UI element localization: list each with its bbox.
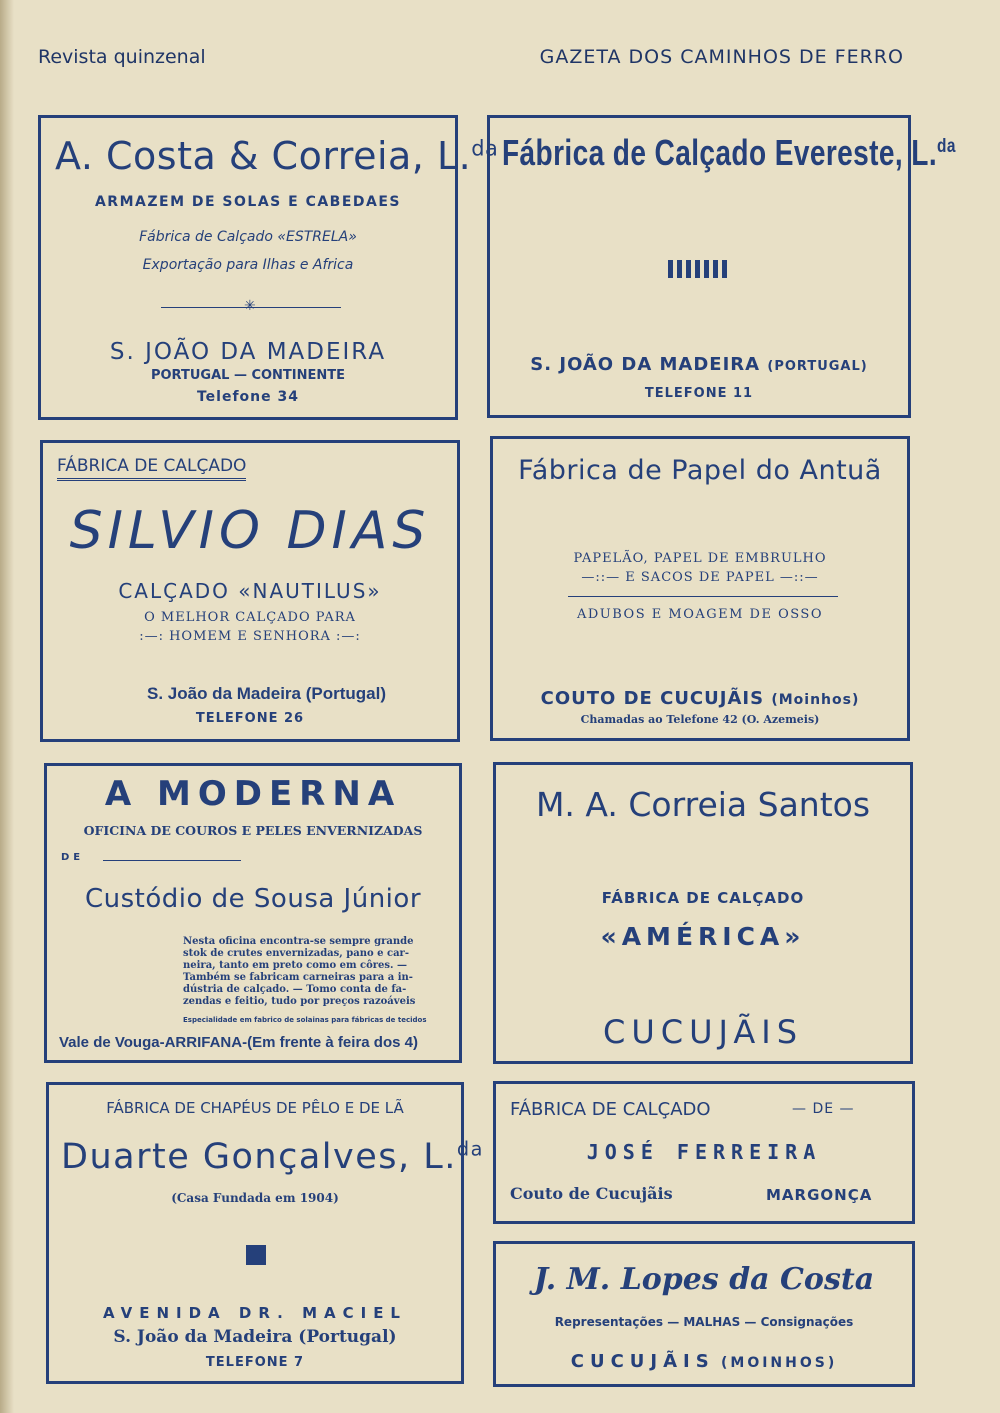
ad-line: ARMAZEM DE SOLAS E CABEDAES: [94, 194, 402, 210]
ad-city: S. JOÃO DA MADEIRA (PORTUGAL): [530, 354, 868, 375]
ad-lopes-da-costa: [493, 1241, 915, 1387]
ad-phone: Telefone 34: [196, 389, 299, 405]
ad-city: CUCUJÃIS: [602, 1013, 804, 1051]
page-edge: [0, 0, 14, 1413]
ad-de: DE: [61, 852, 85, 863]
ad-subtitle: OFICINA DE COUROS E PELES ENVERNIZADAS: [83, 823, 423, 838]
running-header-left: Revista quinzenal: [38, 46, 206, 68]
ad-phone: Chamadas ao Telefone 42 (O. Azemeis): [580, 713, 820, 726]
divider: [103, 860, 241, 861]
ad-costa-correia: [38, 115, 499, 420]
ad-a-moderna: [44, 763, 462, 1063]
ad-phone: TELEFONE 7: [205, 1355, 305, 1370]
ad-brand: CALÇADO «NAUTILUS»: [118, 579, 382, 603]
ad-city: S. João da Madeira (Portugal): [147, 684, 387, 703]
ad-kicker: FÁBRICA DE CHAPÉUS DE PÊLO E DE LÃ: [106, 1099, 404, 1117]
ad-kicker: FÁBRICA DE CALÇADO: [57, 456, 246, 481]
ad-title: A. Costa & Correia, L.$^{da}$: [55, 134, 499, 178]
ad-title: J. M. Lopes da Costa: [533, 1262, 875, 1297]
ad-place: COUTO DE CUCUJÃIS (Moinhos): [540, 688, 860, 709]
ad-papel-antua: [490, 436, 910, 741]
ad-line: —::— E SACOS DE PAPEL —::—: [581, 570, 819, 585]
ad-de: — DE —: [792, 1101, 855, 1117]
ad-address: Vale de Vouga-ARRIFANA-(Em frente à feira dos 4): [59, 1034, 418, 1051]
ad-line: O MELHOR CALÇADO PARA: [144, 610, 356, 625]
ad-line: :—: HOMEM E SENHORA :—:: [139, 629, 361, 644]
ad-title: M. A. Correia Santos: [535, 785, 871, 824]
ad-title: Fábrica de Calçado Evereste, L.$^{da}$: [502, 132, 956, 173]
ad-place: Couto de Cucujãis: [510, 1184, 673, 1203]
ad-city: CUCUJÃIS (MOINHOS): [570, 1351, 838, 1372]
ad-line: PAPELÃO, PAPEL DE EMBRULHO: [573, 551, 827, 566]
ad-street: AVENIDA DR. MACIEL: [103, 1304, 407, 1322]
ad-phone: TELEFONE 11: [644, 386, 754, 401]
ad-city: S. João da Madeira (Portugal): [113, 1327, 397, 1347]
ad-title: JOSÉ FERREIRA: [586, 1140, 822, 1164]
ad-jose-ferreira: [493, 1081, 915, 1224]
ad-body-3: Também se fabricam carneiras para a in-: [183, 972, 413, 983]
ad-body-5: zendas e feitio, tudo por preços razoáveis: [183, 996, 416, 1007]
ad-line: ADUBOS E MOAGEM DE OSSO: [577, 607, 823, 622]
ad-founded: (Casa Fundada em 1904): [171, 1191, 339, 1205]
ad-silvio-dias: [40, 440, 460, 742]
running-header-right: GAZETA DOS CAMINHOS DE FERRO: [539, 46, 904, 68]
ornament-bars-icon: [668, 260, 730, 278]
ad-services: Representações — MALHAS — Consignações: [554, 1315, 854, 1329]
ad-kicker: FÁBRICA DE CALÇADO: [601, 889, 805, 907]
ad-kicker: FÁBRICA DE CALÇADO: [510, 1099, 711, 1120]
ad-brand: «AMÉRICA»: [600, 922, 806, 951]
ad-title: SILVIO DIAS: [69, 501, 431, 561]
ad-duarte-goncalves: [46, 1082, 484, 1384]
ad-body-4: dústria de calçado. — Tomo conta de fa-: [183, 984, 407, 995]
ad-phone: TELEFONE 26: [195, 711, 305, 726]
ad-body-0: Nesta oficina encontra-se sempre grande: [183, 936, 414, 947]
ornament-square-icon: [246, 1245, 266, 1265]
ad-evereste: [487, 115, 956, 418]
ad-body-2: neira, tanto em preto como em côres. —: [183, 960, 407, 971]
ornament-star-icon: ✳: [244, 298, 256, 314]
ad-title: Duarte Gonçalves, L.$^{da}$: [61, 1137, 484, 1177]
ad-place-2: MARGONÇA: [766, 1186, 873, 1204]
ad-line: Fábrica de Calçado «ESTRELA»: [139, 229, 357, 245]
ad-body-1: stok de crutes envernizadas, pano e car-: [183, 948, 409, 959]
ad-special: Especialidade em fabrico de solainas para fábricas de tecidos: [183, 1016, 427, 1024]
ad-line: Exportação para Ilhas e Africa: [142, 257, 354, 273]
ad-title: Fábrica de Papel do Antuã: [518, 455, 882, 486]
ad-owner: Custódio de Sousa Júnior: [84, 884, 422, 914]
ad-line: PORTUGAL — CONTINENTE: [150, 368, 346, 383]
ad-title: A MODERNA: [104, 774, 402, 814]
divider: [568, 596, 838, 597]
ad-correia-santos: [493, 762, 913, 1064]
ad-city: S. JOÃO DA MADEIRA: [109, 339, 387, 365]
